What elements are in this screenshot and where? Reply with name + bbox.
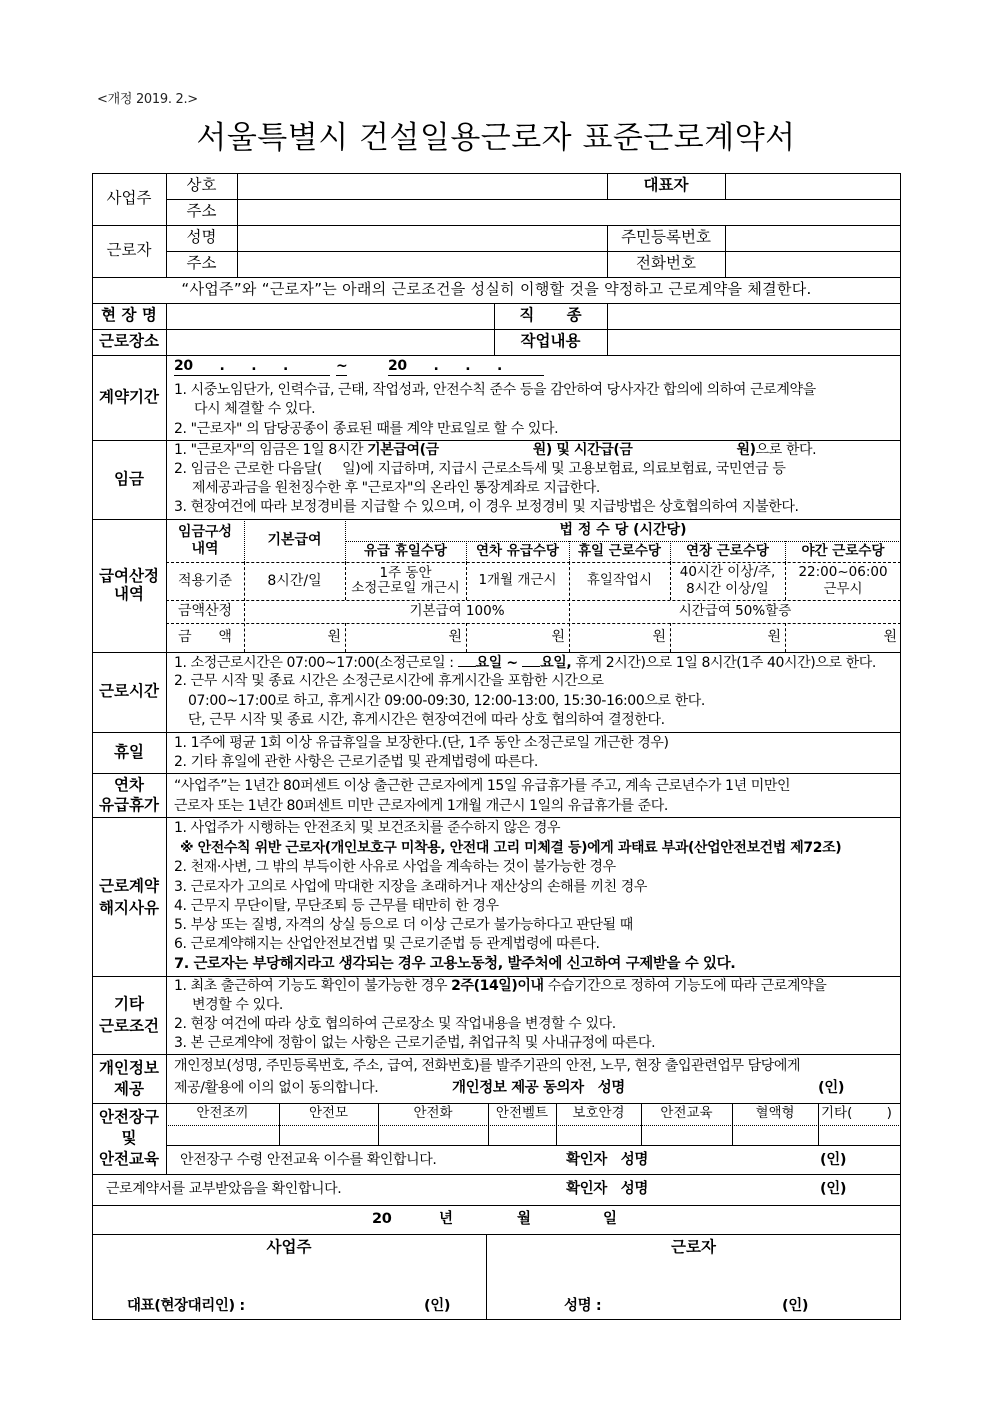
pay-calc-label: 급여산정 내역 [99, 566, 159, 603]
amount-holiday-work[interactable]: 원 [652, 629, 666, 646]
job-type-field[interactable] [607, 303, 901, 329]
safety-item-blood-type: 혈액형 [755, 1105, 795, 1122]
employer-address-field[interactable] [237, 199, 901, 225]
amount-basic[interactable]: 원 [327, 629, 341, 646]
receipt-confirmer-label: 확인자 성명 [566, 1181, 648, 1197]
annual-leave-label: 연차 유급휴가 [99, 776, 159, 814]
working-hours-clause-2-l3: 단, 근무 시작 및 종료 시간, 휴게시간은 현장여건에 따라 상호 협의하여 결정한다. [188, 712, 665, 728]
phone-field[interactable] [725, 251, 901, 277]
privacy-consent-label: 개인정보 제공 동의자 성명 [452, 1080, 625, 1096]
employer-address-label: 주소 [186, 202, 217, 221]
safety-item-education: 안전교육 [660, 1105, 713, 1122]
resident-number-label: 주민등록번호 [621, 228, 711, 247]
col-night: 야간 근로수당 [801, 542, 885, 559]
worker-address-field[interactable] [237, 251, 607, 277]
termination-label: 근로계약 해지사유 [99, 876, 159, 917]
safety-value-helmet[interactable] [279, 1125, 378, 1145]
worker-seal[interactable]: (인) [782, 1298, 809, 1314]
criteria-basic: 8시간/일 [267, 572, 322, 589]
composition-header: 임금구성 내역 [177, 524, 233, 557]
safety-item-goggles: 보호안경 [572, 1105, 625, 1122]
privacy-seal[interactable]: (인) [818, 1080, 845, 1096]
safety-value-vest[interactable] [166, 1125, 279, 1145]
basic-pay-header: 기본급여 [267, 532, 322, 549]
wage-clause-2-cont: 제세공과금을 원천징수한 후 "근로자"의 온라인 통장계좌로 지급한다. [192, 480, 600, 496]
termination-clause-1: 1. 사업주가 시행하는 안전조치 및 보건조치를 준수하지 않은 경우 [174, 820, 561, 836]
calc-label: 금액산정 [177, 603, 233, 620]
contract-clause-2: 2. "근로자" 의 담당공종이 종료된 때를 계약 만료일로 할 수 있다. [174, 421, 559, 437]
holiday-clause-1: 1. 1주에 평균 1회 이상 유급휴일을 보장한다.(단, 1주 동안 소정근로일 개근한 경우) [174, 735, 669, 751]
worker-address-label: 주소 [186, 254, 217, 273]
company-name-label: 상호 [186, 176, 217, 195]
statutory-allowance-header: 법 정 수 당 (시간당) [559, 521, 687, 538]
annual-leave-line-1: “사업주”는 1년간 80퍼센트 이상 출근한 근로자에게 15일 유급휴가를 주고, 계속 근로년수가 1년 미만인 [174, 778, 791, 794]
contract-tilde: ~ [336, 358, 348, 374]
termination-clause-6: 6. 근로계약해지는 산업안전보건법 및 근로기준법 등 관계법령에 따른다. [174, 936, 600, 952]
safety-label: 안전장구 및 안전교육 [99, 1108, 159, 1168]
work-content-field[interactable] [607, 329, 901, 355]
calc-hourly-pct: 시간급여 50%할증 [678, 602, 792, 619]
wage-clause-2: 2. 임금은 근로한 다음달( 일)에 지급하며, 지급시 근로소득세 및 고용보험료, 의료보험료, 국민연금 등 [174, 461, 786, 477]
working-hours-clause-1: 1. 소정근로시간은 07:00~17:00(소정근로일 : 요일 ~ 요일, 휴게 2시간)으로 1일 8시간(1주 40시간)으로 한다. [174, 652, 876, 673]
other-clause-2: 2. 현장 여건에 따라 상호 협의하여 근로장소 및 작업내용을 변경할 수 있다. [174, 1016, 616, 1032]
date-month-label: 월 [517, 1211, 531, 1227]
termination-note-penalty: ※ 안전수칙 위반 근로자(개인보호구 미착용, 안전대 고리 미체결 등)에게 과태료 부과(산업안전보건법 제72조) [180, 840, 842, 856]
safety-confirm-text: 안전장구 수령 안전교육 이수를 확인합니다. [180, 1152, 437, 1168]
safety-value-education[interactable] [641, 1125, 732, 1145]
employer-signature-label: 대표(현장대리인) : [127, 1298, 245, 1314]
criteria-paid-holiday: 1주 동안 소정근로일 개근시 [351, 565, 460, 596]
receipt-text: 근로계약서를 교부받았음을 확인합니다. [106, 1181, 342, 1197]
safety-item-helmet: 안전모 [308, 1105, 349, 1122]
criteria-night: 22:00~06:00 근무시 [798, 564, 888, 597]
worker-name-label: 성명 [186, 228, 217, 247]
phone-label: 전화번호 [636, 254, 696, 273]
holiday-clause-2: 2. 기타 휴일에 관한 사항은 근로기준법 및 관계법령에 따른다. [174, 754, 538, 770]
annual-leave-line-2: 근로자 또는 1년간 80퍼센트 미만 근로자에게 1개월 개근시 1일의 유급휴가를 준다. [174, 798, 668, 814]
contract-clause-1: 1. 시중노임단가, 인력수급, 근태, 작업성과, 안전수칙 준수 등을 감안하여 당사자간 합의에 의하여 근로계약을 [174, 382, 816, 398]
col-paid-holiday: 유급 휴일수당 [364, 542, 447, 559]
worker-name-field[interactable] [237, 225, 607, 251]
calc-basic-pct: 기본급여 100% [409, 602, 505, 619]
worker-signature-label: 성명 : [564, 1298, 602, 1314]
col-overtime: 연장 근로수당 [686, 542, 769, 559]
criteria-label: 적용기준 [177, 572, 233, 589]
date-year-prefix[interactable]: 20 [372, 1211, 392, 1227]
job-type-label: 직 종 [519, 306, 582, 325]
amount-night[interactable]: 원 [883, 629, 897, 646]
working-hours-clause-2: 2. 근무 시작 및 종료 시간은 소정근로시간에 휴게시간을 포함한 시간으로 [174, 673, 604, 689]
criteria-holiday-work: 휴일작업시 [586, 572, 653, 589]
employer-seal[interactable]: (인) [424, 1298, 451, 1314]
amount-paid-holiday[interactable]: 원 [448, 629, 462, 646]
workplace-field[interactable] [166, 329, 494, 355]
safety-item-other: 기타( ) [821, 1105, 892, 1122]
workplace-label: 근로장소 [99, 332, 159, 351]
privacy-line-1: 개인정보(성명, 주민등록번호, 주소, 급여, 전화번호)를 발주기관의 안전, 노무, 현장 출입관련업무 담당에게 [174, 1058, 801, 1074]
contract-start-date[interactable]: 20 . . . [174, 357, 330, 376]
worker-signature-title: 근로자 [671, 1238, 716, 1257]
site-name-label: 현 장 명 [101, 306, 157, 325]
site-name-field[interactable] [166, 303, 494, 329]
privacy-label: 개인정보 제공 [99, 1058, 159, 1098]
representative-label: 대표자 [643, 176, 689, 195]
working-hours-label: 근로시간 [99, 682, 159, 701]
other-clause-3: 3. 본 근로계약에 정함이 없는 사항은 근로기준법, 취업규칙 및 사내규정에 따른다. [174, 1035, 656, 1051]
safety-item-belt: 안전벨트 [495, 1105, 549, 1122]
company-name-field[interactable] [237, 173, 607, 199]
working-hours-clause-2-l2: 07:00~17:00로 하고, 휴게시간 09:00-09:30, 12:00-13:00, 15:30-16:00으로 한다. [188, 693, 705, 709]
col-annual-leave: 연차 유급수당 [476, 542, 559, 559]
date-year-label: 년 [439, 1211, 453, 1227]
amount-label: 금 액 [178, 629, 232, 646]
wage-clause-3: 3. 현장여건에 따라 보정경비를 지급할 수 있으며, 이 경우 보정경비 및 지급방법은 상호협의하여 지불한다. [174, 499, 799, 515]
safety-value-goggles[interactable] [556, 1125, 641, 1145]
criteria-annual-leave: 1개월 개근시 [478, 572, 557, 589]
revision-note: <개정 2019. 2.> [97, 92, 198, 107]
amount-overtime[interactable]: 원 [767, 629, 781, 646]
termination-clause-4: 4. 근무지 무단이탈, 무단조퇴 등 근무를 태만히 한 경우 [174, 898, 499, 914]
page-title: 서울특별시 건설일용근로자 표준근로계약서 [196, 120, 796, 156]
resident-number-field[interactable] [725, 225, 901, 251]
employer-signature-title: 사업주 [266, 1238, 312, 1257]
criteria-overtime: 40시간 이상/주, 8시간 이상/일 [679, 564, 776, 597]
termination-clause-3: 3. 근로자가 고의로 사업에 막대한 지장을 초래하거나 재산상의 손해를 끼친 경우 [174, 879, 648, 895]
employer-label: 사업주 [106, 189, 152, 208]
safety-value-blood-type[interactable] [732, 1125, 818, 1145]
worker-label: 근로자 [106, 241, 152, 260]
holidays-label: 휴일 [114, 742, 144, 761]
safety-item-shoes: 안전화 [413, 1105, 453, 1122]
safety-value-other[interactable] [818, 1125, 901, 1145]
termination-clause-2: 2. 천재·사변, 그 밖의 부득이한 사유로 사업을 계속하는 것이 불가능한 경우 [174, 859, 616, 875]
safety-seal[interactable]: (인) [820, 1152, 847, 1168]
wage-clause-1: 1. "근로자"의 임금은 1일 8시간 기본급여(금 원) 및 시간급(금 원)으로 한다. [174, 442, 817, 458]
contract-clause-1-cont: 다시 체결할 수 있다. [194, 401, 316, 417]
safety-item-vest: 안전조끼 [196, 1105, 249, 1122]
date-day-label: 일 [603, 1211, 617, 1227]
wage-label: 임금 [114, 469, 144, 488]
receipt-seal[interactable]: (인) [820, 1181, 847, 1197]
safety-value-belt[interactable] [488, 1125, 556, 1145]
safety-value-shoes[interactable] [378, 1125, 488, 1145]
col-holiday-work: 휴일 근로수당 [578, 542, 661, 559]
termination-clause-7: 7. 근로자는 부당해지라고 생각되는 경우 고용노동청, 발주처에 신고하여 구제받을 수 있다. [174, 956, 736, 972]
contract-end-date[interactable]: 20 . . . [388, 357, 544, 376]
other-conditions-label: 기타 근로조건 [99, 995, 159, 1035]
privacy-line-2: 제공/활용에 이의 없이 동의합니다. [174, 1080, 379, 1096]
safety-confirmer-label: 확인자 성명 [566, 1152, 648, 1168]
termination-clause-5: 5. 부상 또는 질병, 자격의 상실 등으로 더 이상 근로가 불가능하다고 판단될 때 [174, 917, 633, 933]
work-content-label: 작업내용 [520, 332, 581, 351]
contract-period-label: 계약기간 [99, 387, 159, 406]
other-clause-1-cont: 변경할 수 있다. [192, 997, 283, 1013]
agreement-statement: “사업주”와 “근로자”는 아래의 근로조건을 성실히 이행할 것을 약정하고 근로계약을 체결한다. [181, 280, 812, 299]
representative-field[interactable] [725, 173, 901, 199]
other-clause-1: 1. 최초 출근하여 기능도 확인이 불가능한 경우 2주(14일)이내 수습기간으로 정하여 기능도에 따라 근로계약을 [174, 978, 827, 994]
amount-annual-leave[interactable]: 원 [551, 629, 565, 646]
